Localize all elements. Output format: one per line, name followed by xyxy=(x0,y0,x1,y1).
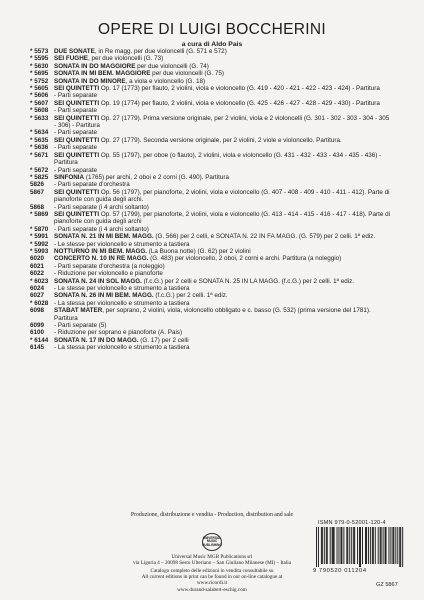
catalog-entry xyxy=(30,278,390,285)
catalog-entry xyxy=(30,263,390,270)
catalog-code-number: * 5825 xyxy=(30,173,49,181)
barcode-bar xyxy=(397,527,398,564)
work-title: NOTTURNO IN MI BEM. MAGG. xyxy=(54,247,148,255)
barcode-bar xyxy=(389,527,390,564)
catalog-code-number: 6145 xyxy=(30,344,45,352)
barcode-bar xyxy=(400,527,401,567)
catalog-code-number: * 5695 xyxy=(30,70,49,78)
work-details: , in Re magg. per due violoncelli (G. 571 e 572) xyxy=(94,48,227,55)
work-details: - Parti separate d'orchestra (a noleggio) xyxy=(54,262,165,270)
barcode-bar xyxy=(322,527,323,564)
work-details: Op. 56 (1797), per pianoforte, 2 violini, viola e violoncello (G. 407 - 408 - 409 - 410 - 411 - 412). Parte di pianoforte con guida degli archi. xyxy=(54,188,390,204)
work-title: SEI QUINTETTI xyxy=(54,114,100,122)
barcode-bar xyxy=(343,527,344,564)
catalog-description xyxy=(54,144,390,151)
barcode-bar xyxy=(375,527,376,564)
catalog-description xyxy=(54,129,390,136)
catalog-code-number: 5868 xyxy=(30,203,45,211)
barcode-bar xyxy=(366,527,367,564)
barcode-bar xyxy=(360,527,361,567)
catalog-description xyxy=(54,100,390,107)
catalog-description xyxy=(54,285,390,292)
work-title: SEI FUGHE xyxy=(54,55,88,63)
catalog-description xyxy=(54,48,390,55)
catalog-description xyxy=(54,270,390,277)
barcode-bar xyxy=(390,527,391,564)
work-details: (G. 17) per 2 celli xyxy=(138,336,189,344)
work-title: DUE SONATE xyxy=(54,48,95,55)
isbn-label: ISMN 979-0-52001-120-4 xyxy=(318,520,386,526)
catalog-entry xyxy=(30,107,390,114)
catalog-entry xyxy=(30,100,390,107)
work-title: SINFONIA xyxy=(54,173,85,181)
catalog-description xyxy=(54,115,390,130)
catalog-description xyxy=(54,204,390,211)
barcode-bar xyxy=(386,527,387,564)
work-title: SEI QUINTETTI xyxy=(54,85,100,93)
catalog-code: GZ 5867 xyxy=(376,582,398,588)
catalog-code-number: * 5573 xyxy=(30,48,49,55)
catalog-entry xyxy=(30,211,390,226)
catalog-code-number: 6027 xyxy=(30,292,45,300)
logo-text: UNIVERSAL MUSIC PUBLISHING xyxy=(202,535,222,547)
catalog-entry xyxy=(30,329,390,336)
barcode-bar xyxy=(365,527,366,564)
catalog-entry xyxy=(30,285,390,292)
catalog-entry xyxy=(30,248,390,255)
footer-company: Universal Music MGB Publications srl xyxy=(171,554,253,560)
work-title: SONATA N. 21 IN MI BEM. MAGG. xyxy=(54,233,154,241)
barcode-number: 9 790520 011204 xyxy=(313,568,367,574)
catalog-description xyxy=(54,337,390,344)
barcode-bar xyxy=(334,527,335,564)
catalog-code-number: 5826 xyxy=(30,181,45,189)
work-details: - Parti separate xyxy=(54,129,98,137)
catalog-description xyxy=(54,307,390,322)
barcode-bar xyxy=(383,527,384,564)
footer-address: via Liguria 4 – 20098 Sesto Ulteriano – San Giuliano Milanese (MI) – Italia xyxy=(132,560,292,566)
catalog-description xyxy=(54,63,390,70)
catalog-description xyxy=(54,329,390,336)
barcode-bar xyxy=(341,527,342,564)
barcode xyxy=(316,527,404,567)
catalog-description xyxy=(54,233,390,240)
barcode-bar xyxy=(318,527,319,567)
barcode-bar xyxy=(399,527,400,567)
catalog-entry xyxy=(30,189,390,204)
work-details: (f.c.G.) per 2 celli e SONATA N. 25 IN LA MAGG. (f.c.G.) per 2 celli. 1ª ediz. xyxy=(141,277,354,285)
work-details: - La stessa per violoncello e strumento a tastiera xyxy=(54,299,190,307)
work-details: (La Buona notte) (G. 62) per 2 violini xyxy=(147,247,251,255)
page-title: OPERE DI LUIGI BOCCHERINI xyxy=(98,21,326,38)
work-title: SEI QUINTETTI xyxy=(54,188,100,196)
work-details: , per soprano, 2 violini, viola, violoncello obbligato e c. basso (G. 532) (prima versione del 1781). Partitura xyxy=(54,307,371,322)
catalog-entry xyxy=(30,300,390,307)
page-subtitle: a cura di Aldo Pais xyxy=(181,41,243,48)
work-details: Op. 57 (1799), per pianoforte, 2 violini, viola e violoncello (G. 413 - 414 - 415 - 416 - 417 - 418). Parte di pianoforte con guida degli archi xyxy=(54,210,391,226)
catalog-code-number: 6022 xyxy=(30,270,45,278)
catalog-code-number: 6020 xyxy=(30,255,45,263)
work-details: - Riduzione per soprano e pianoforte (A. Pais) xyxy=(54,329,183,337)
catalog-entry xyxy=(30,152,390,167)
barcode-bar xyxy=(392,527,393,564)
barcode-bar xyxy=(354,527,355,564)
barcode-bar xyxy=(370,527,371,564)
catalog-description xyxy=(54,70,390,77)
footer-url-durand[interactable]: www.durand-salabert-eschig.com xyxy=(177,587,247,593)
work-title: SONATA IN MI BEM. MAGGIORE xyxy=(54,70,151,78)
work-details: - Parti separate d'orchestra xyxy=(54,181,130,189)
catalog-code-number: * 5870 xyxy=(30,225,49,233)
catalog-code-number: * 5672 xyxy=(30,166,49,174)
catalog-entry xyxy=(30,204,390,211)
work-details: - Parti separate xyxy=(54,107,98,115)
barcode-bar xyxy=(372,527,373,564)
catalog-description xyxy=(54,92,390,99)
catalog-entry xyxy=(30,181,390,188)
catalog-entry xyxy=(30,233,390,240)
universal-logo xyxy=(202,533,222,551)
work-details: - Le stesse per violoncello e strumento a tastiera xyxy=(54,285,190,292)
work-details: Op. 17 (1773) per flauto, 2 violini, viola e violoncello (G. 419 - 420 - 421 - 422 - 423 - 424) - Partitura xyxy=(99,85,380,93)
barcode-bar xyxy=(359,527,360,567)
catalog-code-number: * 5633 xyxy=(30,114,49,122)
catalog-entry xyxy=(30,85,390,92)
barcode-bar xyxy=(393,527,394,564)
catalog-description xyxy=(54,85,390,92)
barcode-bar xyxy=(380,527,381,564)
catalog-code-number: 6100 xyxy=(30,329,45,337)
barcode-bar xyxy=(402,527,403,567)
catalog-entry xyxy=(30,307,390,322)
work-title: SONATA N. 26 IN MI BEM. MAGG. xyxy=(54,292,154,300)
barcode-bar xyxy=(362,527,363,564)
barcode-bar xyxy=(330,527,331,564)
catalog-code-number: * 5634 xyxy=(30,129,49,137)
catalog-code-number: * 5752 xyxy=(30,77,49,85)
barcode-bar xyxy=(357,527,358,564)
catalog-description xyxy=(54,78,390,85)
catalog-code-number: * 6028 xyxy=(30,299,49,307)
work-details: - Parti separate (i 4 archi soltanto) xyxy=(54,203,149,211)
catalog-description xyxy=(54,344,390,351)
work-details: , per due violoncelli (G. 73) xyxy=(87,55,164,63)
catalog-code-number: 6021 xyxy=(30,262,45,270)
barcode-bar xyxy=(373,527,374,564)
catalog-description xyxy=(54,189,390,204)
barcode-bar xyxy=(326,527,327,564)
barcode-bar xyxy=(327,527,328,564)
work-title: SEI QUINTETTI xyxy=(54,151,100,159)
work-details: - Riduzione per violoncello e pianoforte xyxy=(54,270,163,278)
footer-catalog-it: Catalogo completo delle edizioni in vendita consultabile su xyxy=(150,568,274,574)
work-details: Op. 55 (1797), per oboe (o flauto), 2 violini, viola e violoncello (G. 431 - 432 - 433 - 434 - 435 - 436) - Partitura xyxy=(54,151,382,167)
catalog-entry xyxy=(30,115,390,130)
catalog-code-number: 6024 xyxy=(30,285,45,292)
catalog-description xyxy=(54,107,390,114)
catalog-code-number: * 5635 xyxy=(30,136,49,144)
catalog-description xyxy=(54,263,390,270)
catalog-description xyxy=(54,241,390,248)
work-details: , a viola e violoncello (G. 18) xyxy=(125,77,206,85)
work-title: STABAT MATER xyxy=(54,307,103,315)
barcode-bar xyxy=(337,527,338,564)
footer-credit: Produzione, distribuzione e vendita - Production, distribution and sale xyxy=(130,512,294,518)
work-details: - Parti separate xyxy=(54,92,98,100)
catalog-entry xyxy=(30,137,390,144)
footer-url-ricordi[interactable]: www.ricordi.it xyxy=(196,580,228,586)
barcode-bar xyxy=(346,527,347,564)
catalog-description xyxy=(54,292,390,299)
barcode-bar xyxy=(316,527,317,567)
footer xyxy=(0,512,424,600)
catalog-description xyxy=(54,278,390,285)
catalog-description xyxy=(54,55,390,62)
barcode-bar xyxy=(341,527,342,564)
work-details: - Parti separate xyxy=(54,144,98,152)
work-details: (G. 566) per 2 celli, e SONATA N. 22 IN FA MAGG. (G. 579) per 2 celli. 1ª ediz. xyxy=(153,233,376,241)
barcode-bar xyxy=(368,527,369,564)
catalog-description xyxy=(54,152,390,167)
catalog-code-number: * 5607 xyxy=(30,99,49,107)
work-details: - Parti separate (i 4 archi soltanto) xyxy=(54,225,149,233)
barcode-bar xyxy=(333,527,334,564)
catalog-list xyxy=(30,48,390,352)
catalog-description xyxy=(54,174,390,181)
catalog-description xyxy=(54,226,390,233)
work-details: per due violoncelli (G. 75) xyxy=(150,70,224,78)
catalog-entry xyxy=(30,70,390,77)
work-title: SEI QUINTETTI xyxy=(54,210,100,218)
catalog-code-number: * 5606 xyxy=(30,92,49,100)
catalog-entry xyxy=(30,63,390,70)
catalog-code-number: * 5671 xyxy=(30,151,49,159)
work-title: SEI QUINTETTI xyxy=(54,136,100,144)
catalog-entry xyxy=(30,92,390,99)
barcode-bar xyxy=(351,527,352,564)
work-details: (1765) per archi, 2 oboi e 2 corni (G. 490). Partitura xyxy=(84,173,229,181)
catalog-entry xyxy=(30,322,390,329)
catalog-code-number: * 5595 xyxy=(30,55,49,63)
catalog-entry xyxy=(30,241,390,248)
work-details: - Parti separate xyxy=(54,166,98,174)
footer-catalog-en: All current editions in print can be found in our on-line catalogue at xyxy=(141,574,283,580)
barcode-bar xyxy=(332,527,333,564)
catalog-code-number: * 5630 xyxy=(30,62,49,70)
work-title: SONATA IN DO MINORE xyxy=(54,77,126,85)
catalog-entry xyxy=(30,55,390,62)
catalog-entry xyxy=(30,344,390,351)
catalog-code-number: * 6023 xyxy=(30,277,49,285)
catalog-entry xyxy=(30,337,390,344)
catalog-description xyxy=(54,137,390,144)
work-details: Op. 27 (1779). Prima versione originale, per 2 violini, viola e 2 violoncelli (G. 301 - 302 - 303 - 304 - 305 - 306) - Partitura xyxy=(54,114,390,130)
work-title: CONCERTO N. 10 IN RE MAGG. xyxy=(54,255,149,263)
catalog-entry xyxy=(30,48,390,55)
catalog-code-number: * 5993 xyxy=(30,247,49,255)
work-details: Op. 19 (1774) per flauto, 2 violini, viola e violoncello (G. 425 - 426 - 427 - 428 - 429 - 430) - Partitura xyxy=(99,99,380,107)
catalog-description xyxy=(54,248,390,255)
barcode-bar xyxy=(385,527,386,564)
catalog-description xyxy=(54,255,390,262)
catalog-code-number: * 5636 xyxy=(30,144,49,152)
work-title: SONATA IN DO MAGGIORE xyxy=(54,62,136,70)
barcode-bar xyxy=(353,527,354,564)
catalog-description xyxy=(54,322,390,329)
barcode-bar xyxy=(381,527,382,564)
catalog-entry xyxy=(30,78,390,85)
catalog-code-number: * 5991 xyxy=(30,233,49,241)
catalog-description xyxy=(54,167,390,174)
work-title: SONATA N. 17 IN DO MAGG. xyxy=(54,336,139,344)
catalog-description xyxy=(54,181,390,188)
catalog-entry xyxy=(30,255,390,262)
barcode-bar xyxy=(349,527,350,564)
work-details: - La stessa per violoncello e strumento a tastiera xyxy=(54,344,190,352)
catalog-code-number: 6098 xyxy=(30,307,45,315)
work-title: SONATA N. 24 IN SOL MAGG. xyxy=(54,277,142,285)
catalog-entry xyxy=(30,270,390,277)
catalog-code-number: * 6144 xyxy=(30,336,49,344)
barcode-bar xyxy=(395,527,396,564)
work-details: Op. 27 (1779). Seconda versione originale, per 2 violini, 2 viole e violoncello. Partitura. xyxy=(99,136,342,144)
barcode-bar xyxy=(324,527,325,564)
catalog-code-number: * 5869 xyxy=(30,210,49,218)
catalog-entry xyxy=(30,144,390,151)
catalog-entry xyxy=(30,226,390,233)
catalog-code-number: * 5605 xyxy=(30,85,49,93)
work-details: - Le stesse per violoncello e strumento a tastiera xyxy=(54,240,190,248)
catalog-entry xyxy=(30,129,390,136)
catalog-entry xyxy=(30,167,390,174)
catalog-code-number: 5867 xyxy=(30,188,45,196)
catalog-description xyxy=(54,300,390,307)
barcode-bar xyxy=(339,527,340,564)
work-details: (f.c.G.) per 2 celli. 1ª ediz. xyxy=(153,292,228,300)
catalog-entry xyxy=(30,292,390,299)
barcode-bar xyxy=(347,527,348,564)
work-details: per due violoncelli (G. 74) xyxy=(135,62,209,70)
catalog-entry xyxy=(30,174,390,181)
work-title: SEI QUINTETTI xyxy=(54,99,100,107)
catalog-code-number: 6099 xyxy=(30,322,45,330)
barcode-bar xyxy=(378,527,379,564)
work-details: - Parti separate (5) xyxy=(54,322,107,330)
catalog-code-number: * 5608 xyxy=(30,107,49,115)
barcode-bar xyxy=(321,527,322,564)
catalog-code-number: * 5992 xyxy=(30,240,49,248)
work-details: (G. 483) per violoncello, 2 oboi, 2 corni e archi. Partitura (a noleggio) xyxy=(148,255,342,263)
catalog-description xyxy=(54,211,390,226)
